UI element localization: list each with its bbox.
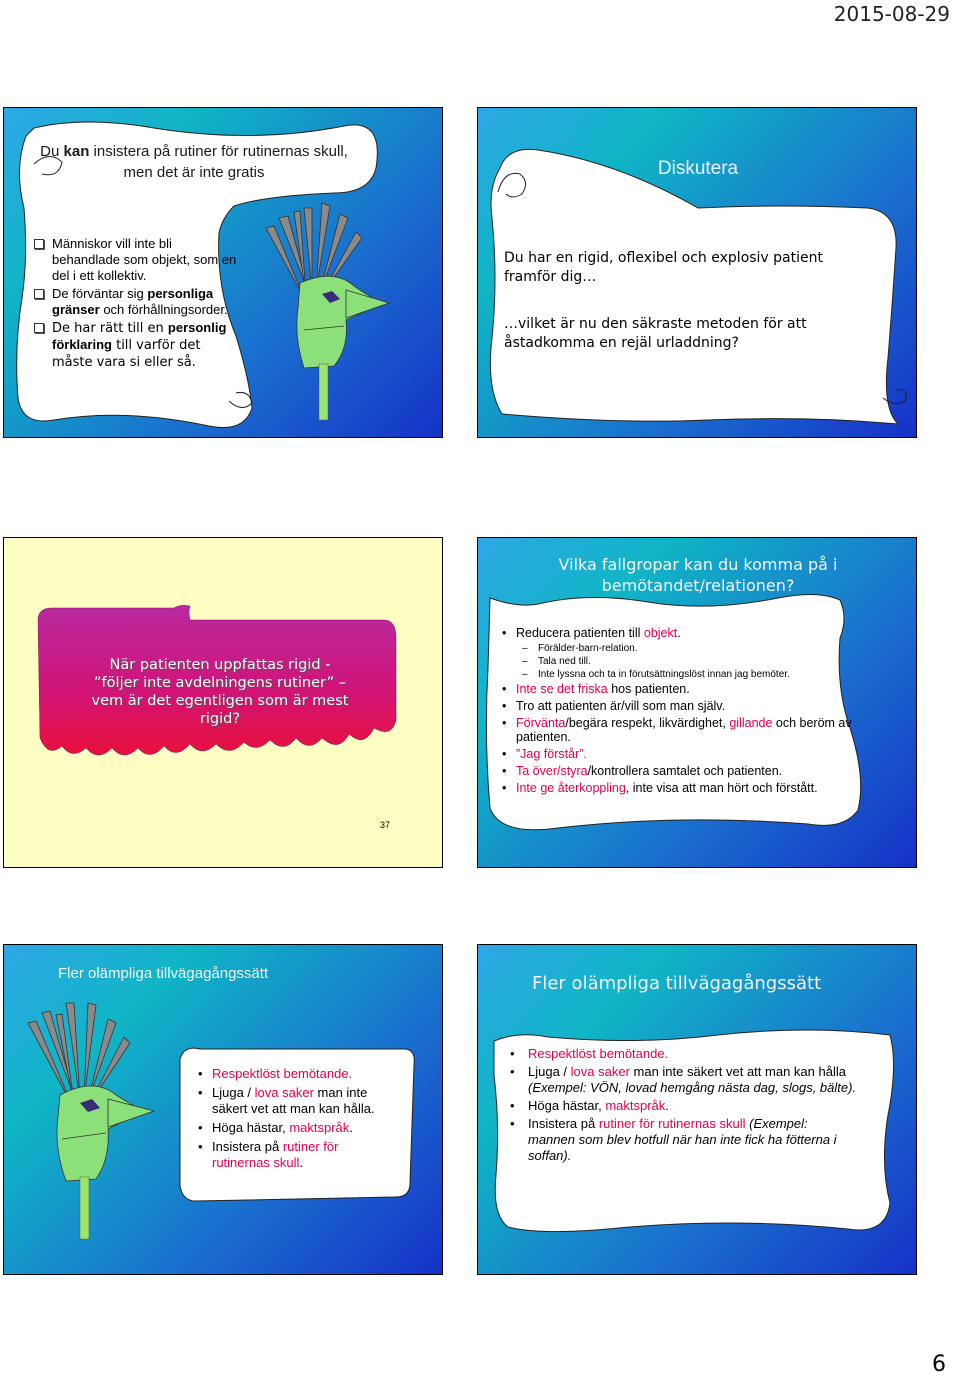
list-item: • Respektlöst bemötande. [510, 1046, 669, 1061]
list-item: De förväntar sig personliga gränser och förhållningsorder. [32, 286, 242, 318]
bullet-icon: • [502, 781, 507, 795]
dash-icon: – [522, 643, 528, 654]
checkbox-bullet-icon [34, 239, 44, 249]
slide-1-list [32, 236, 242, 373]
slide-2 [477, 107, 917, 438]
slide-5-title: Fler olämpliga tillvägagångssätt [58, 965, 269, 982]
bullet-icon: • [510, 1116, 515, 1131]
bullet-icon: • [510, 1064, 515, 1079]
slide-6 [477, 944, 917, 1275]
dash-icon: – [522, 656, 528, 667]
checkbox-bullet-icon [34, 289, 44, 299]
slide-1 [3, 107, 443, 438]
list-item: • Inte se det friska hos patienten. [502, 682, 690, 696]
sub-list-item: – Tala ned till. [522, 656, 591, 667]
list-item: De har rätt till en personlig förklaring till varför det måste vara si eller så. [32, 320, 242, 371]
list-item: • Reducera patienten till objekt. [502, 626, 681, 640]
slide-4-list [492, 626, 902, 798]
bullet-icon: • [510, 1098, 515, 1113]
list-item: • Insistera på rutiner för rutinernas skull (Exempel: mannen som blev hotfull när han inte fick ha fötterna i soffan). [510, 1116, 837, 1163]
slide-2-question-1: Du har en rigid, oflexibel och explosiv patient framför dig… [504, 250, 823, 285]
page-date: 2015-08-29 [833, 2, 950, 26]
dash-icon: – [522, 669, 528, 680]
list-item: • Inte ge återkoppling, inte visa att man hört och förstått. [502, 781, 818, 795]
list-item: • Förvänta/begära respekt, likvärdighet, gillande och beröm av patienten. [502, 716, 852, 744]
bullet-icon: • [502, 747, 507, 761]
list-item: • Höga hästar, maktspråk. [510, 1098, 669, 1113]
slide-5-list [196, 1066, 396, 1174]
list-item: • Höga hästar, maktspråk. [198, 1120, 353, 1135]
list-item: • Tro att patienten är/vill som man själv. [502, 699, 726, 713]
bullet-icon: • [502, 626, 507, 640]
bullet-icon: • [502, 716, 507, 730]
slide-6-title: Fler olämpliga tillvägagångssätt [532, 973, 822, 994]
list-item: • ”Jag förstår”. [502, 747, 587, 761]
bullet-icon: • [510, 1046, 515, 1061]
bullet-icon: • [502, 682, 507, 696]
page-number: 6 [932, 1352, 946, 1377]
slide-2-title: Diskutera [657, 158, 739, 179]
slide-5 [3, 944, 443, 1275]
slide-1-title: Du kan insistera på rutiner för rutinernas skull, men det är inte gratis [40, 143, 348, 181]
list-item: • Insistera på rutiner för rutinernas skull. [198, 1139, 339, 1170]
slide-3 [3, 537, 443, 868]
slide-4 [477, 537, 917, 868]
list-item: • Ta över/styra/kontrollera samtalet och patienten. [502, 764, 783, 778]
list-item: • Ljuga / lova saker man inte säkert vet att man kan hålla (Exempel: VÖN, lovad hemgång nästa dag, slogs, bälte). [510, 1064, 857, 1095]
bullet-icon: • [198, 1120, 203, 1135]
slide-2-question-2: …vilket är nu den säkraste metoden för att åstadkomma en rejäl urladdning? [504, 316, 807, 351]
bullet-icon: • [502, 699, 507, 713]
list-item: • Ljuga / lova saker man inte säkert vet att man kan hålla. [198, 1085, 375, 1116]
slide-4-title: Vilka fallgropar kan du komma på i bemötandet/relationen? [558, 555, 838, 595]
bullet-icon: • [502, 764, 507, 778]
bullet-icon: • [198, 1066, 203, 1081]
bullet-icon: • [198, 1085, 203, 1100]
checkbox-bullet-icon [34, 323, 44, 333]
slide-number: 37 [380, 820, 391, 830]
slide-3-question: När patienten uppfattas rigid - ”följer inte avdelningens rutiner” – vem är det egentligen som är mest rigid? [91, 657, 349, 727]
sub-list-item: – Inte lyssna och ta in förutsättningslöst innan jag bemöter. [522, 669, 790, 680]
list-item: Människor vill inte bli behandlade som objekt, som en del i ett kollektiv. [32, 236, 242, 284]
sub-list-item: – Förälder-barn-relation. [522, 643, 638, 654]
list-item: • Respektlöst bemötande. [198, 1066, 353, 1081]
bullet-icon: • [198, 1139, 203, 1154]
slide-6-list [508, 1046, 858, 1166]
